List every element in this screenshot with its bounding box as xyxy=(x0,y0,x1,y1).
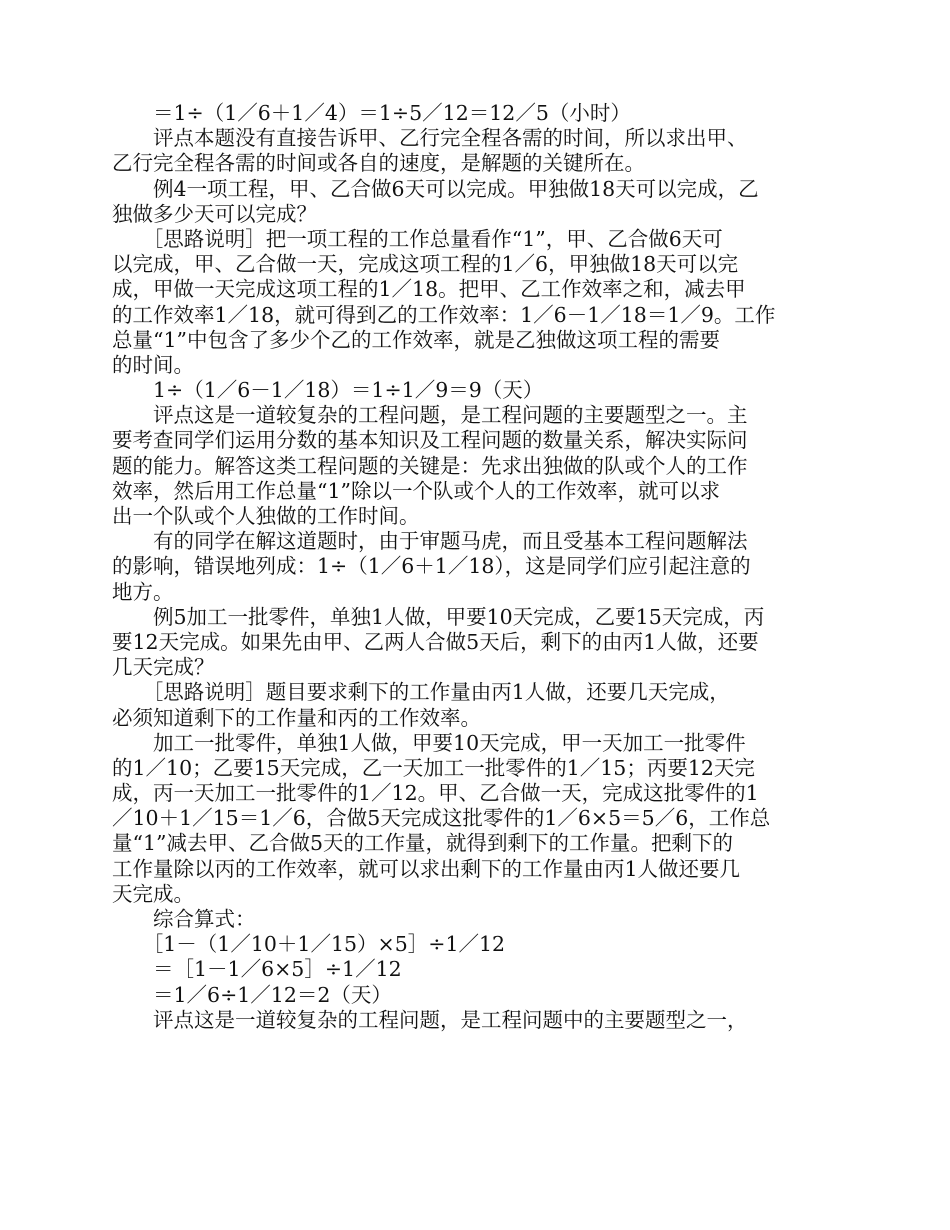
text-line: 评点本题没有直接告诉甲、乙行完全程各需的时间，所以求出甲、 xyxy=(112,126,748,151)
text-line: 的工作效率1／18，就可得到乙的工作效率：1／6－1／18＝1／9。工作 xyxy=(112,302,776,327)
text-line: 例4一项工程，甲、乙合做6天可以完成。甲独做18天可以完成，乙 xyxy=(112,176,759,201)
text-line: 要考查同学们运用分数的基本知识及工程问题的数量关系，解决实际问 xyxy=(112,428,748,453)
text-line: 独做多少天可以完成？ xyxy=(112,201,317,226)
text-line: 例5加工一批零件，单独1人做，甲要10天完成，乙要15天完成，丙 xyxy=(112,604,765,629)
text-line: 有的同学在解这道题时，由于审题马虎，而且受基本工程问题解法 xyxy=(112,529,748,554)
text-line: 效率，然后用工作总量“1”除以一个队或个人的工作效率，就可以求 xyxy=(112,478,721,503)
text-line: ＝1／6÷1／12＝2（天） xyxy=(112,982,392,1007)
text-line: ［思路说明］题目要求剩下的工作量由丙1人做，还要几天完成， xyxy=(112,680,730,705)
document-body xyxy=(112,101,838,1033)
text-line: 1÷（1／6－1／18）＝1÷1／9＝9（天） xyxy=(112,378,544,403)
text-line: 加工一批零件，单独1人做，甲要10天完成，甲一天加工一批零件 xyxy=(112,730,746,755)
text-line: 工作量除以丙的工作效率，就可以求出剩下的工作量由丙1人做还要几 xyxy=(112,856,741,881)
text-line: ［1－（1／10＋1／15）×5］÷1／12 xyxy=(112,932,506,957)
text-line: 的时间。 xyxy=(112,352,194,377)
text-line: ［思路说明］把一项工程的工作总量看作“1”，甲、乙合做6天可 xyxy=(112,226,723,251)
text-line: 评点这是一道较复杂的工程问题，是工程问题的主要题型之一。主 xyxy=(112,403,748,428)
text-line: 要12天完成。如果先由甲、乙两人合做5天后，剩下的由丙1人做，还要 xyxy=(112,629,759,654)
text-line: 的影响，错误地列成：1÷（1／6＋1／18），这是同学们应引起注意的 xyxy=(112,554,751,579)
text-line: ＝［1－1／6×5］÷1／12 xyxy=(112,957,402,982)
text-line: 成，甲做一天完成这项工程的1／18。把甲、乙工作效率之和，减去甲 xyxy=(112,277,746,302)
text-line: 天完成。 xyxy=(112,881,194,906)
text-line: 出一个队或个人独做的工作时间。 xyxy=(112,504,420,528)
text-line: 量“1”减去甲、乙合做5天的工作量，就得到剩下的工作量。把剩下的 xyxy=(112,831,734,856)
text-line: ／10＋1／15＝1／6，合做5天完成这批零件的1／6×5＝5／6，工作总 xyxy=(112,806,771,831)
text-line: ＝1÷（1／6＋1／4）＝1÷5／12＝12／5（小时） xyxy=(112,101,631,125)
text-line: 综合算式： xyxy=(112,907,256,931)
text-line: 必须知道剩下的工作量和丙的工作效率。 xyxy=(112,705,481,730)
text-line: 总量“1”中包含了多少个乙的工作效率，就是乙独做这项工程的需要 xyxy=(112,327,721,352)
text-line: 以完成，甲、乙合做一天，完成这项工程的1／6，甲独做18天可以完 xyxy=(112,252,739,277)
text-line: 评点这是一道较复杂的工程问题，是工程问题中的主要题型之一， xyxy=(112,1007,748,1032)
text-line: 的1／10；乙要15天完成，乙一天加工一批零件的1／15；丙要12天完 xyxy=(112,755,755,780)
text-line: 乙行完全程各需的时间或各自的速度，是解题的关键所在。 xyxy=(112,151,645,176)
text-line: 地方。 xyxy=(112,579,174,604)
text-line: 成，丙一天加工一批零件的1／12。甲、乙合做一天，完成这批零件的1 xyxy=(112,781,759,806)
text-line: 几天完成？ xyxy=(112,655,215,680)
text-line: 题的能力。解答这类工程问题的关键是：先求出独做的队或个人的工作 xyxy=(112,453,748,478)
